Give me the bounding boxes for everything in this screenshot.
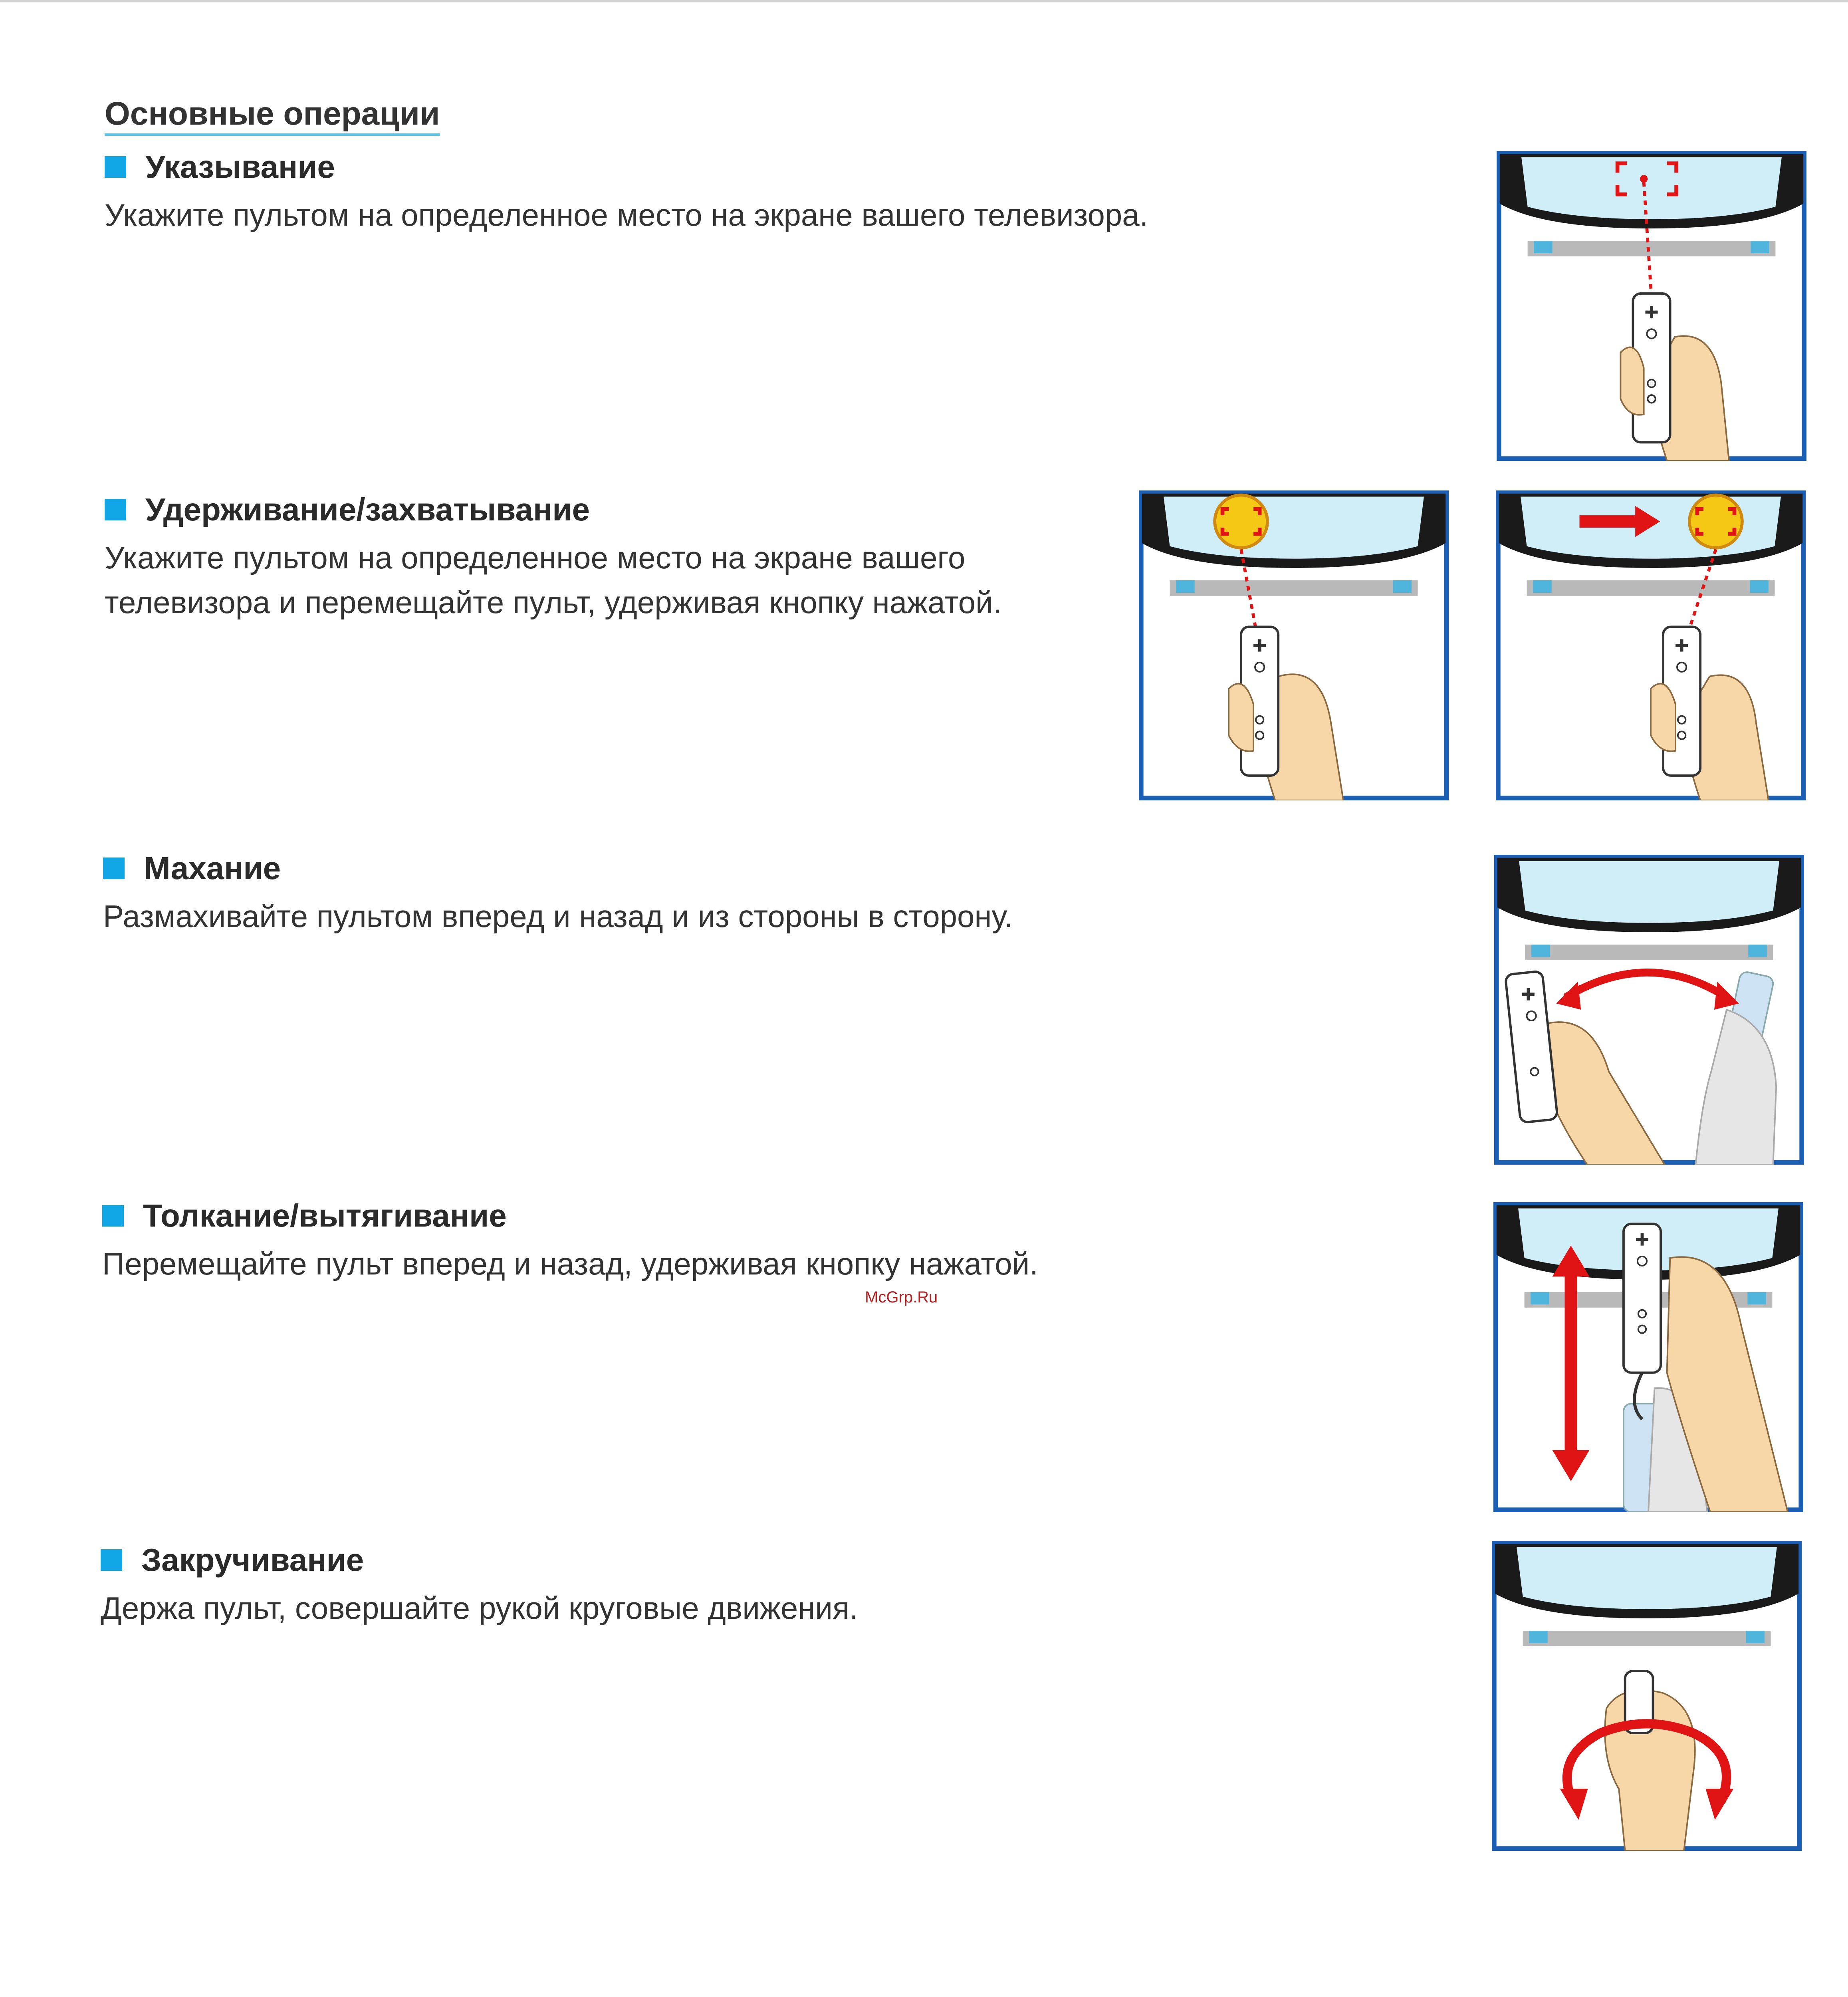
operation-push-pull <box>102 1197 1220 1286</box>
bullet-square-icon <box>102 1205 124 1227</box>
tv-push-pull-illustration <box>1493 1202 1803 1512</box>
operation-title: Махание <box>144 850 281 886</box>
description-line: Укажите пультом на определенное место на экране вашего телевизора. <box>105 197 1148 232</box>
operation-description <box>105 535 1223 625</box>
description-line: Перемещайте пульт вперед и назад, удерживая кнопку нажатой. <box>102 1246 1038 1281</box>
operation-grab <box>105 491 1223 625</box>
bullet-square-icon <box>101 1549 122 1571</box>
bullet-square-icon <box>105 499 126 520</box>
operation-description <box>103 894 1221 939</box>
operation-description <box>101 1586 1219 1630</box>
operation-title: Указывание <box>145 149 335 185</box>
tv-twist-illustration <box>1492 1541 1802 1851</box>
tv-swing-illustration <box>1494 855 1804 1165</box>
operation-title: Закручивание <box>141 1542 364 1578</box>
bullet-square-icon <box>105 156 126 178</box>
operation-twist <box>101 1542 1219 1630</box>
operation-description <box>102 1241 1220 1286</box>
watermark: McGrp.Ru <box>865 1288 938 1306</box>
top-rule <box>0 0 1848 2</box>
description-line: Размахивайте пультом вперед и назад и из стороны в сторону. <box>103 899 1013 934</box>
tv-grab-move-illustration <box>1496 490 1806 800</box>
section-title: Основные операции <box>105 95 440 136</box>
bullet-square-icon <box>103 858 125 879</box>
tv-pointing-illustration <box>1497 151 1806 461</box>
operation-swing <box>103 850 1221 939</box>
operation-description <box>105 193 1223 237</box>
description-line: телевизора и перемещайте пульт, удерживая кнопку нажатой. <box>105 585 1002 620</box>
operation-title: Толкание/вытягивание <box>143 1198 507 1233</box>
operation-title: Удерживание/захватывание <box>145 492 590 527</box>
tv-grab-illustration <box>1139 490 1449 800</box>
description-line: Держа пульт, совершайте рукой круговые движения. <box>101 1590 858 1626</box>
description-line: Укажите пультом на определенное место на экране вашего <box>105 540 966 575</box>
operation-pointing <box>105 149 1223 237</box>
